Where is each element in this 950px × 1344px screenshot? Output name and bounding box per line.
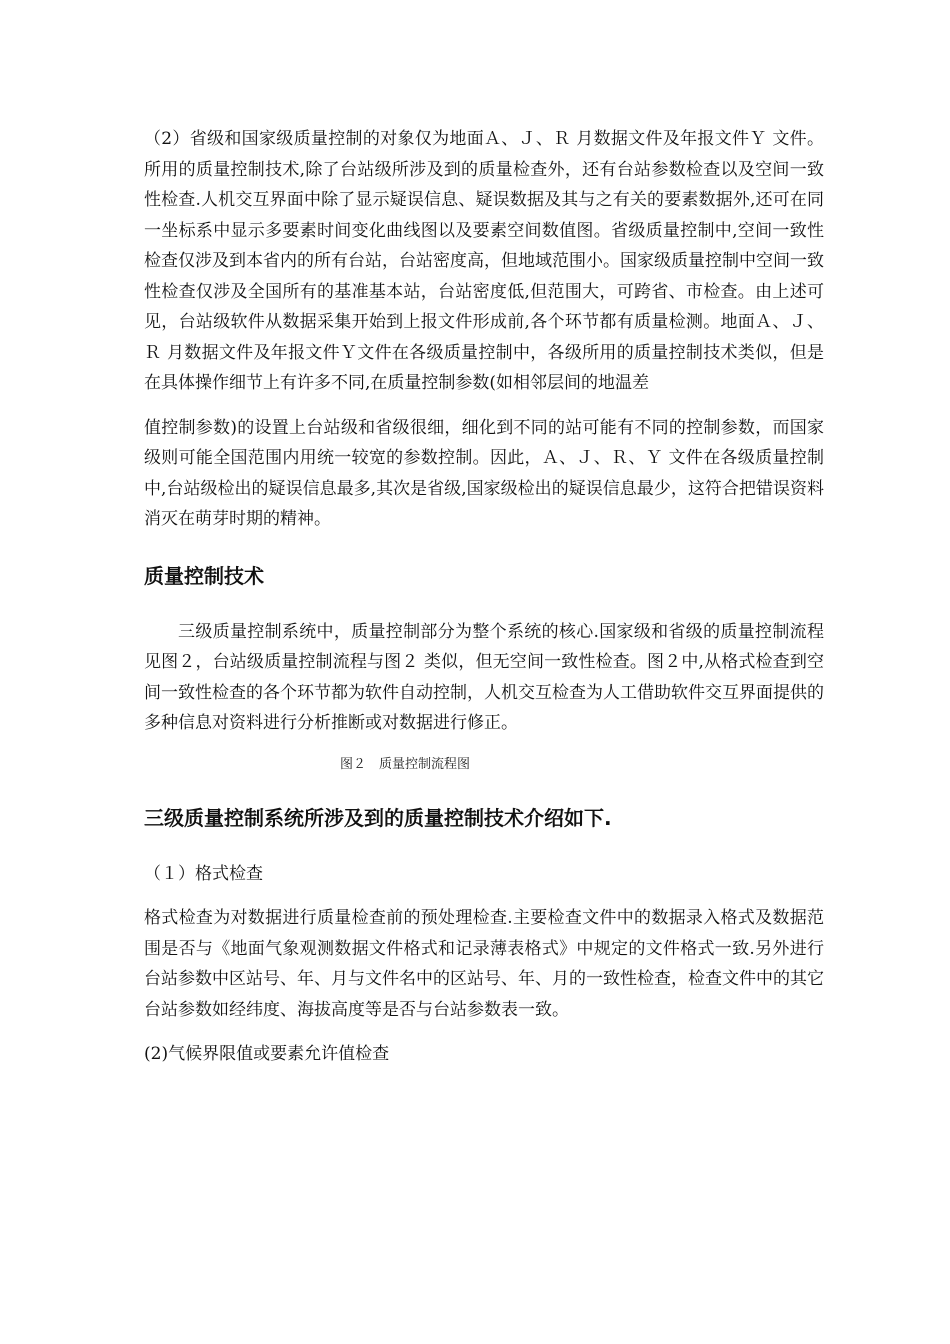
section-gap	[144, 535, 824, 561]
paragraph-qc-system-core: 三级质量控制系统中，质量控制部分为整个系统的核心.国家级和省级的质量控制流程见图２，台站级质量控制流程与图２ 类似，但无空间一致性检查。图２中,从格式检查到空间一致性检查的各个环节都为软件自动控制，人机交互检查为人工借助软件交互界面提供的多种信息对资料进行分析推断或对数据进行修正。	[144, 621, 824, 733]
paragraph-gap	[144, 1025, 824, 1039]
paragraph-qc-parameters: 值控制参数)的设置上台站级和省级很细，细化到不同的站可能有不同的控制参数，而国家级则可能全国范围内用统一较宽的参数控制。因此，Ａ、Ｊ、Ｒ、Ｙ 文件在各级质量控制中,台站级检出的疑误信息最多,其次是省级,国家级检出的疑误信息最少，这符合把错误资料消灭在萌芽时期的精神。	[144, 417, 824, 529]
section-heading-qc-intro: 三级质量控制系统所涉及到的质量控制技术介绍如下.	[144, 805, 612, 830]
paragraph-provincial-national-qc: （2）省级和国家级质量控制的对象仅为地面Ａ、Ｊ、Ｒ 月数据文件及年报文件Ｙ 文件。所用的质量控制技术,除了台站级所涉及到的质量检查外，还有台站参数检查以及空间一致性检查.人机交互界面中除了显示疑误信息、疑误数据及其与之有关的要素数据外,还可在同一坐标系中显示多要素时间变化曲线图以及要素空间数值图。省级质量控制中,空间一致性检查仅涉及到本省内的所有台站，台站密度高，但地域范围小。国家级质量控制中空间一致性检查仅涉及全国所有的基准基本站，台站密度低,但范围大，可跨省、市检查。由上述可见，台站级软件从数据采集开始到上报文件形成前,各个环节都有质量检测。地面Ａ、Ｊ、Ｒ 月数据文件及年报文件Ｙ文件在各级质量控制中，各级所用的质量控制技术类似，但是在具体操作细节上有许多不同,在质量控制参数(如相邻层间的地温差	[144, 129, 824, 393]
list-item-title-climate-limit-check: (2)气候界限值或要素允许值检查	[144, 1044, 390, 1064]
section-heading-qc-techniques: 质量控制技术	[144, 563, 264, 588]
paragraph-gap	[144, 399, 824, 413]
section-gap	[144, 777, 824, 803]
paragraph-gap	[144, 739, 824, 753]
list-item-title-format-check: （１）格式检查	[144, 863, 263, 884]
document-page	[144, 124, 824, 1070]
section-gap	[144, 833, 824, 859]
section-gap	[144, 591, 824, 617]
figure-caption: 图２ 质量控制流程图	[340, 756, 471, 772]
paragraph-gap	[144, 889, 824, 903]
paragraph-format-check: 格式检查为对数据进行质量检查前的预处理检查.主要检查文件中的数据录入格式及数据范围是否与《地面气象观测数据文件格式和记录薄表格式》中规定的文件格式一致.另外进行台站参数中区站号、年、月与文件名中的区站号、年、月的一致性检查，检查文件中的其它台站参数如经纬度、海拔高度等是否与台站参数表一致。	[144, 908, 824, 1020]
